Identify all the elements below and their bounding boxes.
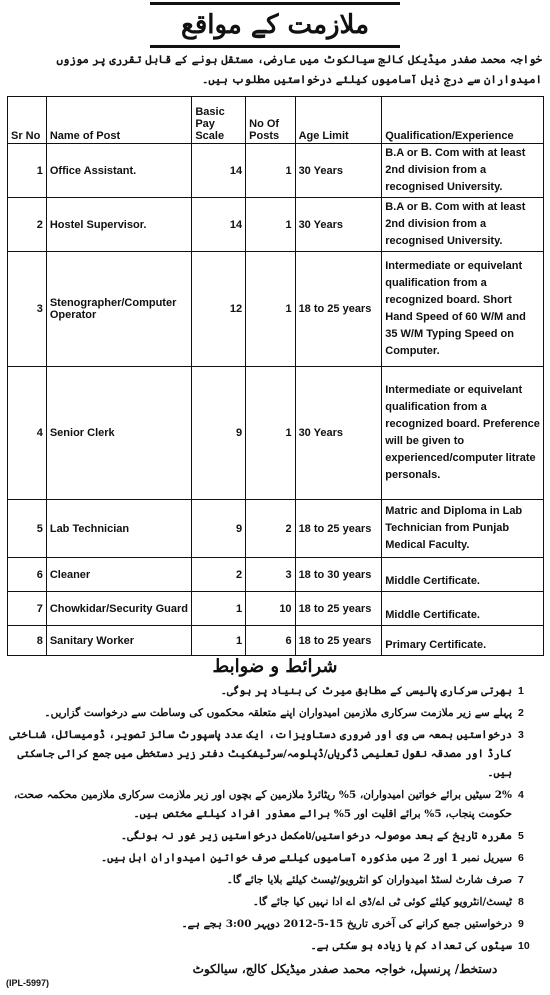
rule-number: 6 — [518, 852, 524, 864]
rule-number: 5 — [518, 830, 524, 842]
header-qualification: Qualification/Experience — [382, 97, 544, 144]
cell-sr: 2 — [8, 198, 47, 252]
rule-text: سیریل نمبر 1 اور 2 میں مذکورہ آسامیوں کیلئے صرف خواتین امیدواران اہل ہیں۔ — [101, 852, 512, 864]
rules-title: شرائط و ضوابط — [212, 656, 338, 677]
cell-posts: 1 — [246, 198, 295, 252]
table-row — [8, 144, 544, 198]
cell-name: Stenographer/Computer Operator — [46, 252, 191, 367]
cell-age: 18 to 25 years — [295, 626, 382, 656]
cell-sr: 8 — [8, 626, 47, 656]
rule-text: مقررہ تاریخ کے بعد موصولہ درخواستیں/نامکمل درخواستیں زیر غور نہ ہونگی۔ — [120, 830, 512, 842]
list-item — [6, 682, 544, 701]
cell-pay: 12 — [192, 252, 246, 367]
cell-sr: 7 — [8, 592, 47, 626]
table-row — [8, 198, 544, 252]
cell-name: Office Assistant. — [46, 144, 191, 198]
list-item — [6, 726, 544, 783]
signature: دستخط/ پرنسپل، خواجہ محمد صفدر میڈیکل کالج، سیالکوٹ — [192, 962, 498, 976]
list-item — [6, 786, 544, 824]
list-item — [6, 827, 544, 846]
header-name-of-post: Name of Post — [46, 97, 191, 144]
cell-qualification: B.A or B. Com with at least 2nd division from a recognised University. — [382, 144, 544, 198]
rule-number: 3 — [518, 729, 524, 741]
rule-number: 7 — [518, 874, 524, 886]
intro-text: خواجہ محمد صفدر میڈیکل کالج سیالکوٹ میں عارضی، مستقل ہونے کے قابل تقرری پر موزوں امیدواران سے درج ذیل آسامیوں کیلئے درخواستیں مطلوب ہیں۔ — [56, 53, 542, 86]
table-row — [8, 626, 544, 656]
cell-qualification: Middle Certificate. — [382, 558, 544, 592]
title-banner — [150, 2, 400, 48]
cell-age: 18 to 25 years — [295, 500, 382, 558]
cell-name: Hostel Supervisor. — [46, 198, 191, 252]
table-row — [8, 252, 544, 367]
rule-text: صرف شارٹ لسٹڈ امیدواران کو انٹرویو/ٹیسٹ کیلئے بلایا جائے گا۔ — [226, 874, 512, 886]
table-row — [8, 500, 544, 558]
list-item — [6, 704, 544, 723]
header-no-of-posts: No Of Posts — [246, 97, 295, 144]
cell-posts: 1 — [246, 252, 295, 367]
cell-pay: 1 — [192, 626, 246, 656]
table-row — [8, 558, 544, 592]
rule-number: 4 — [518, 789, 524, 801]
cell-qualification: Middle Certificate. — [382, 592, 544, 626]
list-item — [6, 871, 544, 890]
header-age-limit: Age Limit — [295, 97, 382, 144]
rule-text: درخواستیں جمع کرانے کی آخری تاریخ 15-5-2012 دوپہر 3:00 بجے ہے۔ — [181, 918, 512, 930]
list-item — [6, 849, 544, 868]
list-item — [6, 915, 544, 934]
rules-list — [6, 682, 544, 959]
rule-number: 10 — [518, 940, 530, 952]
cell-qualification: B.A or B. Com with at least 2nd division from a recognised University. — [382, 198, 544, 252]
cell-name: Senior Clerk — [46, 367, 191, 500]
cell-age: 30 Years — [295, 198, 382, 252]
cell-pay: 9 — [192, 367, 246, 500]
cell-age: 30 Years — [295, 367, 382, 500]
rule-number: 2 — [518, 707, 524, 719]
rule-text: پہلے سے زیر ملازمت سرکاری ملازمین امیدواران اپنے متعلقہ محکموں کی وساطت سے درخواست گزاریں۔ — [44, 707, 512, 719]
cell-name: Lab Technician — [46, 500, 191, 558]
cell-age: 18 to 30 years — [295, 558, 382, 592]
cell-sr: 6 — [8, 558, 47, 592]
cell-posts: 1 — [246, 367, 295, 500]
reference-code: (IPL-5997) — [6, 978, 50, 988]
cell-sr: 3 — [8, 252, 47, 367]
cell-qualification: Intermediate or equivelant qualification from a recognized board. Preference will be given to experienced/computer litrate personals. — [382, 367, 544, 500]
rule-number: 1 — [518, 685, 524, 697]
rule-text: سیٹوں کی تعداد کم یا زیادہ ہو سکتی ہے۔ — [310, 940, 512, 952]
page-title: ملازمت کے مواقع — [180, 10, 370, 40]
rule-text: 2% سیٹیں برائے خواتین امیدواران، 5% ریٹائرڈ ملازمین کے بچوں اور زیر ملازمت سرکاری ملازمین محکمہ صحت، حکومت پنجاب، 5% برائے اقلیت اور 5% برائے معذور افراد کیلئے مختص ہیں۔ — [13, 789, 512, 820]
cell-qualification: Primary Certificate. — [382, 626, 544, 656]
rule-text: ٹیسٹ/انٹرویو کیلئے کوئی ٹی اے/ڈی اے ادا نہیں کیا جائے گا۔ — [252, 896, 512, 908]
list-item — [6, 893, 544, 912]
cell-posts: 3 — [246, 558, 295, 592]
table-header-row — [8, 97, 544, 144]
header-basic-pay-scale: Basic Pay Scale — [192, 97, 246, 144]
list-item — [6, 937, 544, 956]
cell-posts: 2 — [246, 500, 295, 558]
cell-sr: 4 — [8, 367, 47, 500]
cell-name: Cleaner — [46, 558, 191, 592]
posts-table — [7, 96, 544, 656]
table-row — [8, 367, 544, 500]
cell-name: Chowkidar/Security Guard — [46, 592, 191, 626]
cell-pay: 9 — [192, 500, 246, 558]
cell-qualification: Matric and Diploma in Lab Technician from Punjab Medical Faculty. — [382, 500, 544, 558]
cell-age: 18 to 25 years — [295, 252, 382, 367]
rule-number: 8 — [518, 896, 524, 908]
rule-text: درخواستیں بمعہ سی وی اور ضروری دستاویزات، ایک عدد پاسپورٹ سائز تصویر، ڈومیسائل، شناختی کارڈ اور مصدقہ نقول تعلیمی ڈگریاں/ڈپلومہ/سرٹیفکیٹ دفتر زیر دستخطی میں جمع کرائی جاسکتی ہیں۔ — [9, 729, 512, 779]
cell-pay: 14 — [192, 144, 246, 198]
cell-sr: 1 — [8, 144, 47, 198]
cell-posts: 1 — [246, 144, 295, 198]
cell-qualification: Intermediate or equivelant qualification from a recognized board. Short Hand Speed of 60 W/M and 35 W/M Typing Speed on Computer. — [382, 252, 544, 367]
cell-pay: 1 — [192, 592, 246, 626]
cell-age: 30 Years — [295, 144, 382, 198]
cell-age: 18 to 25 years — [295, 592, 382, 626]
table-row — [8, 592, 544, 626]
cell-name: Sanitary Worker — [46, 626, 191, 656]
cell-pay: 14 — [192, 198, 246, 252]
rule-text: بھرتی سرکاری پالیسی کے مطابق میرٹ کی بنیاد پر ہوگی۔ — [220, 685, 512, 697]
cell-posts: 6 — [246, 626, 295, 656]
cell-posts: 10 — [246, 592, 295, 626]
rule-number: 9 — [518, 918, 524, 930]
cell-sr: 5 — [8, 500, 47, 558]
cell-pay: 2 — [192, 558, 246, 592]
header-sr-no: Sr No — [8, 97, 47, 144]
